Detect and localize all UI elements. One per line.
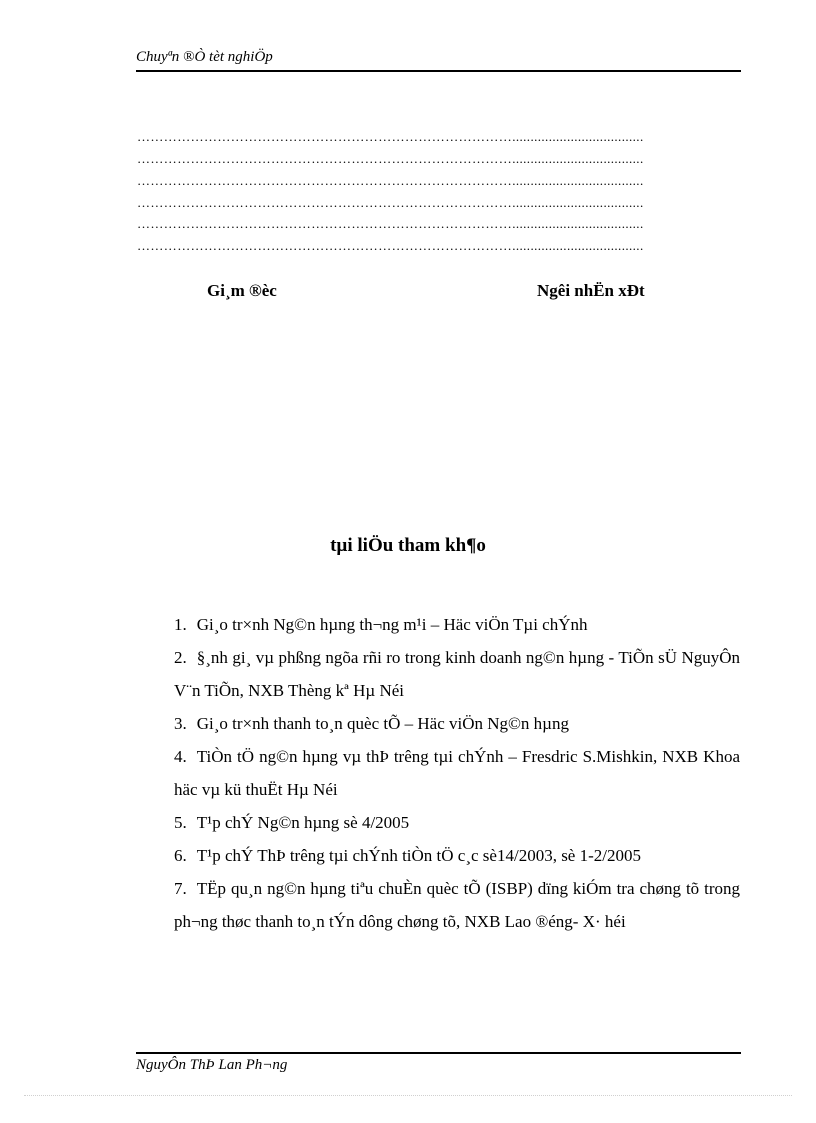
dotted-line: ………………………………………………………………………….................................... bbox=[137, 238, 644, 253]
reference-item bbox=[174, 872, 740, 938]
references-title: tµi liÖu tham kh¶o bbox=[330, 535, 486, 556]
dotted-line: ………………………………………………………………………….................................... bbox=[137, 173, 644, 188]
dotted-line: ………………………………………………………………………….................................... bbox=[137, 216, 644, 231]
footer-rule bbox=[136, 1052, 741, 1054]
reference-item bbox=[174, 740, 740, 806]
header-rule bbox=[136, 70, 741, 72]
reference-item bbox=[174, 839, 740, 872]
page-edge bbox=[24, 1095, 792, 1096]
reference-number: 1. bbox=[174, 615, 187, 634]
signature-director: Gi¸m ®èc bbox=[207, 281, 277, 300]
signature-reviewer: Ngêi nhËn xÐt bbox=[537, 281, 645, 300]
reference-item bbox=[174, 707, 740, 740]
reference-text: Gi¸o tr×nh thanh to¸n quèc tÕ – Häc viÖn Ng©n hµng bbox=[196, 714, 569, 733]
dotted-line: ………………………………………………………………………….................................... bbox=[137, 195, 644, 210]
reference-number: 4. bbox=[174, 747, 187, 766]
dotted-line: ………………………………………………………………………….................................... bbox=[137, 129, 644, 144]
reference-text: TiÒn tÖ ng©n hµng vµ thÞ trêng tµi chÝnh – Fresdric S.Mishkin, NXB Khoa häc vµ kü thuËt Hµ Néi bbox=[174, 747, 740, 799]
reference-text: Gi¸o tr×nh Ng©n hµng th¬ng m¹i – Häc viÖn Tµi chÝnh bbox=[196, 615, 588, 634]
reference-text: §¸nh gi¸ vµ phßng ngõa rñi ro trong kinh doanh ng©n hµng - TiÕn sÜ NguyÔn V¨n TiÕn, NXB Thèng kª Hµ Néi bbox=[174, 648, 740, 700]
reference-item bbox=[174, 608, 740, 641]
reference-text: TËp qu¸n ng©n hµng tiªu chuÈn quèc tÕ (ISBP) dïng kiÓm tra chøng tõ trong ph¬ng thøc thanh to¸n tÝn dông chøng tõ, NXB Lao ®éng- X· héi bbox=[174, 879, 740, 931]
reference-text: T¹p chÝ Ng©n hµng sè 4/2005 bbox=[196, 813, 410, 832]
references-list bbox=[174, 608, 740, 938]
running-header: Chuyªn ®Ò tèt nghiÖp bbox=[136, 49, 273, 65]
reference-number: 2. bbox=[174, 648, 187, 667]
reference-text: T¹p chÝ ThÞ trêng tµi chÝnh tiÒn tÖ c¸c sè14/2003, sè 1-2/2005 bbox=[196, 846, 641, 865]
reference-item bbox=[174, 641, 740, 707]
reference-number: 3. bbox=[174, 714, 187, 733]
reference-number: 6. bbox=[174, 846, 187, 865]
running-footer: NguyÔn ThÞ Lan Ph¬ng bbox=[136, 1057, 288, 1073]
reference-number: 5. bbox=[174, 813, 187, 832]
reference-number: 7. bbox=[174, 879, 187, 898]
dotted-line: ………………………………………………………………………….................................... bbox=[137, 151, 644, 166]
reference-item bbox=[174, 806, 740, 839]
